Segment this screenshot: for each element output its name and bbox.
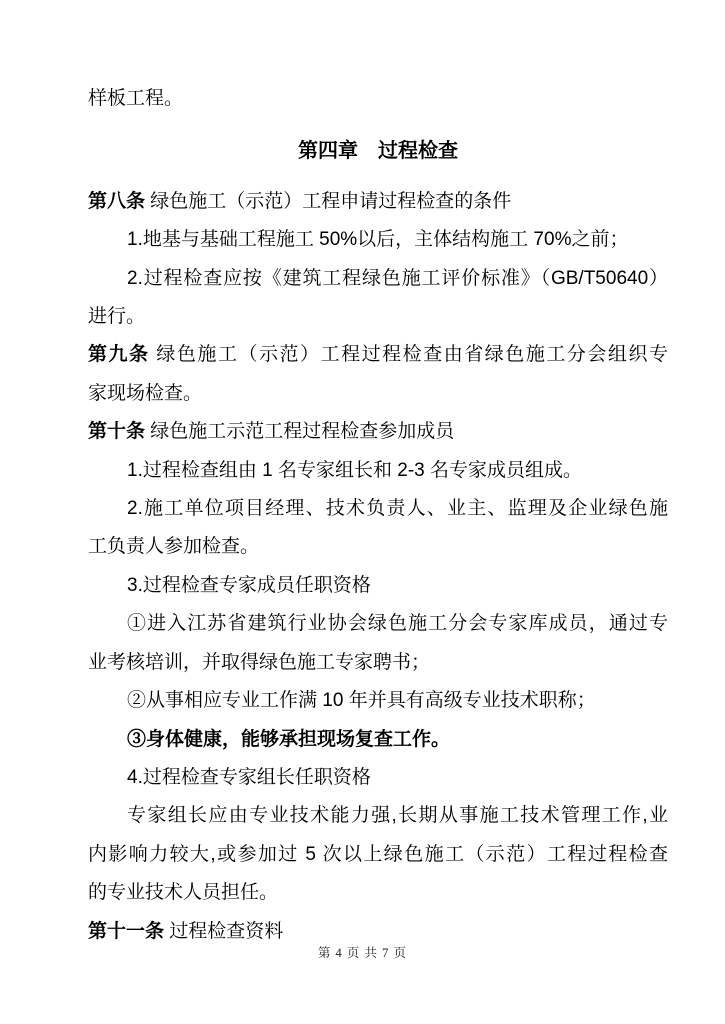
page-number-footer: 第 4 页 共 7 页 xyxy=(317,946,408,960)
article-number: 第九条 xyxy=(88,344,150,366)
paragraph-continuation: 工负责人参加检查。 xyxy=(88,536,260,558)
paragraph-continuation: 的专业技术人员担任。 xyxy=(88,882,279,904)
article-number: 第十条 xyxy=(88,421,146,443)
article-9-heading xyxy=(88,336,668,374)
paragraph-continuation: 业考核培训，并取得绿色施工专家聘书； xyxy=(88,651,431,673)
circled-item: ②从事相应专业工作满 10 年并具有高级专业技术职称； xyxy=(127,690,596,712)
paragraph-continuation: 内影响力较大,或参加过 5 次以上绿色施工（示范）工程过程检查 xyxy=(88,843,668,865)
article-title: 绿色施工示范工程过程检查参加成员 xyxy=(145,421,455,443)
article-number: 第十一条 xyxy=(88,920,165,942)
paragraph-continuation: 家现场检查。 xyxy=(88,382,203,404)
article-title: 绿色施工（示范）工程过程检查由省绿色施工分会组织专 xyxy=(149,344,668,366)
numbered-item: 2.过程检查应按《建筑工程绿色施工评价标准》（GB/T50640） xyxy=(127,267,668,289)
circled-item: ③身体健康，能够承担现场复查工作。 xyxy=(127,728,451,750)
article-10-heading xyxy=(88,413,668,451)
article-title: 绿色施工（示范）工程申请过程检查的条件 xyxy=(145,190,512,212)
circled-item: ①进入江苏省建筑行业协会绿色施工分会专家库成员，通过专 xyxy=(127,613,668,635)
document-body xyxy=(88,80,668,951)
numbered-item: 4.过程检查专家组长任职资格 xyxy=(127,766,371,788)
chapter-heading: 第四章 过程检查 xyxy=(298,140,458,163)
article-8-heading xyxy=(88,183,668,221)
numbered-item: 2.施工单位项目经理、技术负责人、业主、监理及企业绿色施 xyxy=(127,498,668,520)
article-number: 第八条 xyxy=(88,190,146,212)
numbered-item: 1.地基与基础工程施工 50%以后，主体结构施工 70%之前； xyxy=(127,229,629,251)
article-title: 过程检查资料 xyxy=(164,920,284,942)
body-line: 专家组长应由专业技术能力强,长期从事施工技术管理工作,业 xyxy=(127,805,668,827)
paragraph-continuation: 进行。 xyxy=(88,306,146,328)
numbered-item: 3.过程检查专家成员任职资格 xyxy=(127,574,371,596)
paragraph-continuation: 样板工程。 xyxy=(88,88,184,109)
numbered-item: 1.过程检查组由 1 名专家组长和 2-3 名专家成员组成。 xyxy=(127,459,582,481)
